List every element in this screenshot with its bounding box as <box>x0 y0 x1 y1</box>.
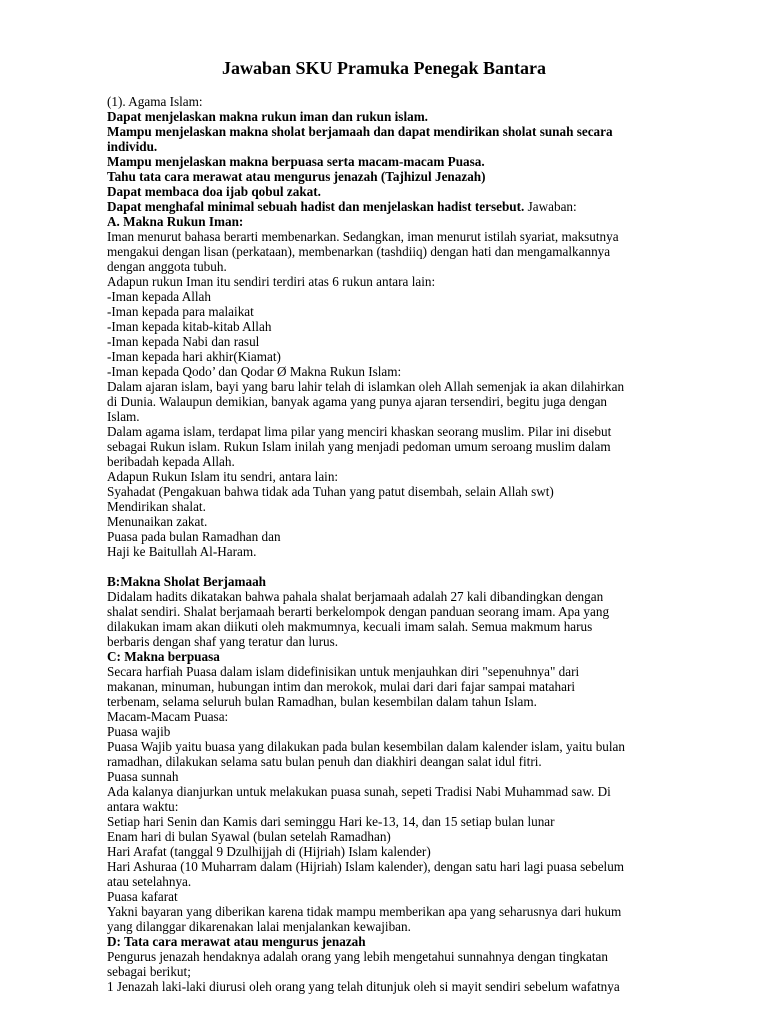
heading-line <box>107 649 707 664</box>
text-line <box>107 859 707 874</box>
line-text: yang dilanggar dikarenakan lalai menjalankan kewajiban. <box>107 919 411 934</box>
text-line <box>107 814 707 829</box>
line-text: Haji ke Baitullah Al-Haram. <box>107 544 257 559</box>
document-body <box>107 94 707 994</box>
text-line <box>107 469 707 484</box>
text-line <box>107 484 707 499</box>
text-line <box>107 634 707 649</box>
line-text: Setiap hari Senin dan Kamis dari seminggu Hari ke-13, 14, dan 15 setiap bulan lunar <box>107 814 555 829</box>
text-line <box>107 919 707 934</box>
line-text: D: Tata cara merawat atau mengurus jenazah <box>107 934 366 949</box>
heading-line <box>107 199 707 214</box>
line-text: Hari Ashuraa (10 Muharram dalam (Hijriah) Islam kalender), dengan satu hari lagi puasa sebelum <box>107 859 625 874</box>
line-text: -Iman kepada hari akhir(Kiamat) <box>107 349 281 364</box>
line-text: sebagai Rukun islam. Rukun Islam inilah yang menjadi pedoman umum seroang muslim dalam <box>107 439 611 454</box>
line-text: Tahu tata cara merawat atau mengurus jenazah (Tajhizul Jenazah) <box>107 169 486 184</box>
text-line <box>107 394 707 409</box>
line-text: Hari Arafat (tanggal 9 Dzulhijjah di (Hijriah) Islam kalender) <box>107 844 431 859</box>
blank-line <box>107 559 707 574</box>
line-text: Dalam agama islam, terdapat lima pilar yang menciri khaskan seorang muslim. Pilar ini disebut <box>107 424 612 439</box>
text-line <box>107 979 707 994</box>
line-text: Dapat membaca doa ijab qobul zakat. <box>107 184 321 199</box>
line-text: Puasa wajib <box>107 724 171 739</box>
text-line <box>107 769 707 784</box>
text-line <box>107 259 707 274</box>
text-line <box>107 319 707 334</box>
line-text: -Iman kepada para malaikat <box>107 304 254 319</box>
text-line <box>107 349 707 364</box>
line-tail-text: Jawaban: <box>524 199 577 214</box>
text-line <box>107 709 707 724</box>
text-line <box>107 844 707 859</box>
text-line <box>107 424 707 439</box>
line-text: Pengurus jenazah hendaknya adalah orang yang lebih mengetahui sunnahnya dengan tingkatan <box>107 949 608 964</box>
line-text: C: Makna berpuasa <box>107 649 220 664</box>
line-text: Dapat menghafal minimal sebuah hadist dan menjelaskan hadist tersebut. <box>107 199 525 214</box>
text-line <box>107 694 707 709</box>
text-line <box>107 364 707 379</box>
line-text: Puasa sunnah <box>107 769 179 784</box>
line-text: di Dunia. Walaupun demikian, banyak agama yang punya ajaran tersendiri, begitu juga dengan <box>107 394 608 409</box>
text-line <box>107 454 707 469</box>
text-line <box>107 829 707 844</box>
text-line <box>107 754 707 769</box>
text-line <box>107 949 707 964</box>
text-line <box>107 304 707 319</box>
text-line <box>107 904 707 919</box>
text-line <box>107 619 707 634</box>
line-text: Mampu menjelaskan makna berpuasa serta macam-macam Puasa. <box>107 154 485 169</box>
line-text: individu. <box>107 139 158 154</box>
line-text: Adapun rukun Iman itu sendiri terdiri atas 6 rukun antara lain: <box>107 274 436 289</box>
text-line <box>107 679 707 694</box>
text-line <box>107 514 707 529</box>
line-text: Adapun Rukun Islam itu sendri, antara lain: <box>107 469 339 484</box>
line-text: Dapat menjelaskan makna rukun iman dan rukun islam. <box>107 109 428 124</box>
line-text: ramadhan, dilakukan selama satu bulan penuh dan diakhiri deangan salat idul fitri. <box>107 754 542 769</box>
text-line <box>107 379 707 394</box>
line-text: terbenam, selama seluruh bulan Ramadhan, bulan kesembilan dalam tahun Islam. <box>107 694 537 709</box>
line-text: Islam. <box>107 409 140 424</box>
heading-line <box>107 184 707 199</box>
line-text: Didalam hadits dikatakan bahwa pahala shalat berjamaah adalah 27 kali dibandingkan dengan <box>107 589 604 604</box>
text-line <box>107 589 707 604</box>
line-text: -Iman kepada Nabi dan rasul <box>107 334 260 349</box>
heading-line <box>107 574 707 589</box>
line-text: Yakni bayaran yang diberikan karena tidak mampu memberikan apa yang seharusnya dari hukum <box>107 904 622 919</box>
line-text: Puasa kafarat <box>107 889 178 904</box>
line-text: Mampu menjelaskan makna sholat berjamaah dan dapat mendirikan sholat sunah secara <box>107 124 613 139</box>
line-text: makanan, minuman, hubungan intim dan merokok, mulai dari dari fajar sampai matahari <box>107 679 576 694</box>
line-text: Ada kalanya dianjurkan untuk melakukan puasa sunah, sepeti Tradisi Nabi Muhammad saw. Di <box>107 784 611 799</box>
line-text: dengan anggota tubuh. <box>107 259 227 274</box>
text-line <box>107 334 707 349</box>
heading-line <box>107 169 707 184</box>
text-line <box>107 289 707 304</box>
line-text: -Iman kepada Qodo’ dan Qodar Ø Makna Rukun Islam: <box>107 364 402 379</box>
line-text: Macam-Macam Puasa: <box>107 709 229 724</box>
text-line <box>107 739 707 754</box>
line-text: (1). Agama Islam: <box>107 94 203 109</box>
text-line <box>107 529 707 544</box>
text-line <box>107 799 707 814</box>
text-line <box>107 874 707 889</box>
document-title: Jawaban SKU Pramuka Penegak Bantara <box>221 58 547 78</box>
line-text: atau setelahnya. <box>107 874 192 889</box>
text-line <box>107 784 707 799</box>
text-line <box>107 439 707 454</box>
line-text: berbaris dengan shaf yang teratur dan lurus. <box>107 634 339 649</box>
line-text: antara waktu: <box>107 799 179 814</box>
line-text: B:Makna Sholat Berjamaah <box>107 574 266 589</box>
heading-line <box>107 139 707 154</box>
text-line <box>107 409 707 424</box>
line-text: Dalam ajaran islam, bayi yang baru lahir telah di islamkan oleh Allah semenjak ia akan dilahirkan <box>107 379 625 394</box>
text-line <box>107 964 707 979</box>
line-text: -Iman kepada Allah <box>107 289 211 304</box>
line-text: dilakukan imam akan diikuti oleh makmumnya, kecuali imam salah. Semua makmum harus <box>107 619 593 634</box>
text-line <box>107 244 707 259</box>
line-text: Secara harfiah Puasa dalam islam didefinisikan untuk menjauhkan diri "sepenuhnya" dari <box>107 664 580 679</box>
text-line <box>107 664 707 679</box>
line-text: shalat sendiri. Shalat berjamaah berarti berkelompok dengan panduan seorang imam. Apa yang <box>107 604 610 619</box>
line-text: A. Makna Rukun Iman: <box>107 214 244 229</box>
heading-line <box>107 154 707 169</box>
heading-line <box>107 214 707 229</box>
line-text: Puasa Wajib yaitu buasa yang dilakukan pada bulan kesembilan dalam kalender islam, yaitu bulan <box>107 739 625 754</box>
heading-line <box>107 124 707 139</box>
line-text: -Iman kepada kitab-kitab Allah <box>107 319 272 334</box>
line-text: Menunaikan zakat. <box>107 514 208 529</box>
text-line <box>107 229 707 244</box>
line-text: Syahadat (Pengakuan bahwa tidak ada Tuhan yang patut disembah, selain Allah swt) <box>107 484 554 499</box>
text-line <box>107 499 707 514</box>
line-text: Mendirikan shalat. <box>107 499 206 514</box>
text-line <box>107 724 707 739</box>
line-text: beribadah kepada Allah. <box>107 454 235 469</box>
heading-line <box>107 109 707 124</box>
line-text: Iman menurut bahasa berarti membenarkan. Sedangkan, iman menurut istilah syariat, maksutnya <box>107 229 619 244</box>
text-line <box>107 274 707 289</box>
text-line <box>107 544 707 559</box>
heading-line <box>107 934 707 949</box>
text-line <box>107 889 707 904</box>
line-text: 1 Jenazah laki-laki diurusi oleh orang yang telah ditunjuk oleh si mayit sendiri sebelum wafatnya <box>107 979 620 994</box>
line-text: Puasa pada bulan Ramadhan dan <box>107 529 281 544</box>
line-text: sebagai berikut; <box>107 964 191 979</box>
line-text: mengakui dengan lisan (perkataan), membenarkan (tashdiiq) dengan hati dan mengamalkannya <box>107 244 611 259</box>
line-text: Enam hari di bulan Syawal (bulan setelah Ramadhan) <box>107 829 391 844</box>
text-line <box>107 604 707 619</box>
text-line <box>107 94 707 109</box>
